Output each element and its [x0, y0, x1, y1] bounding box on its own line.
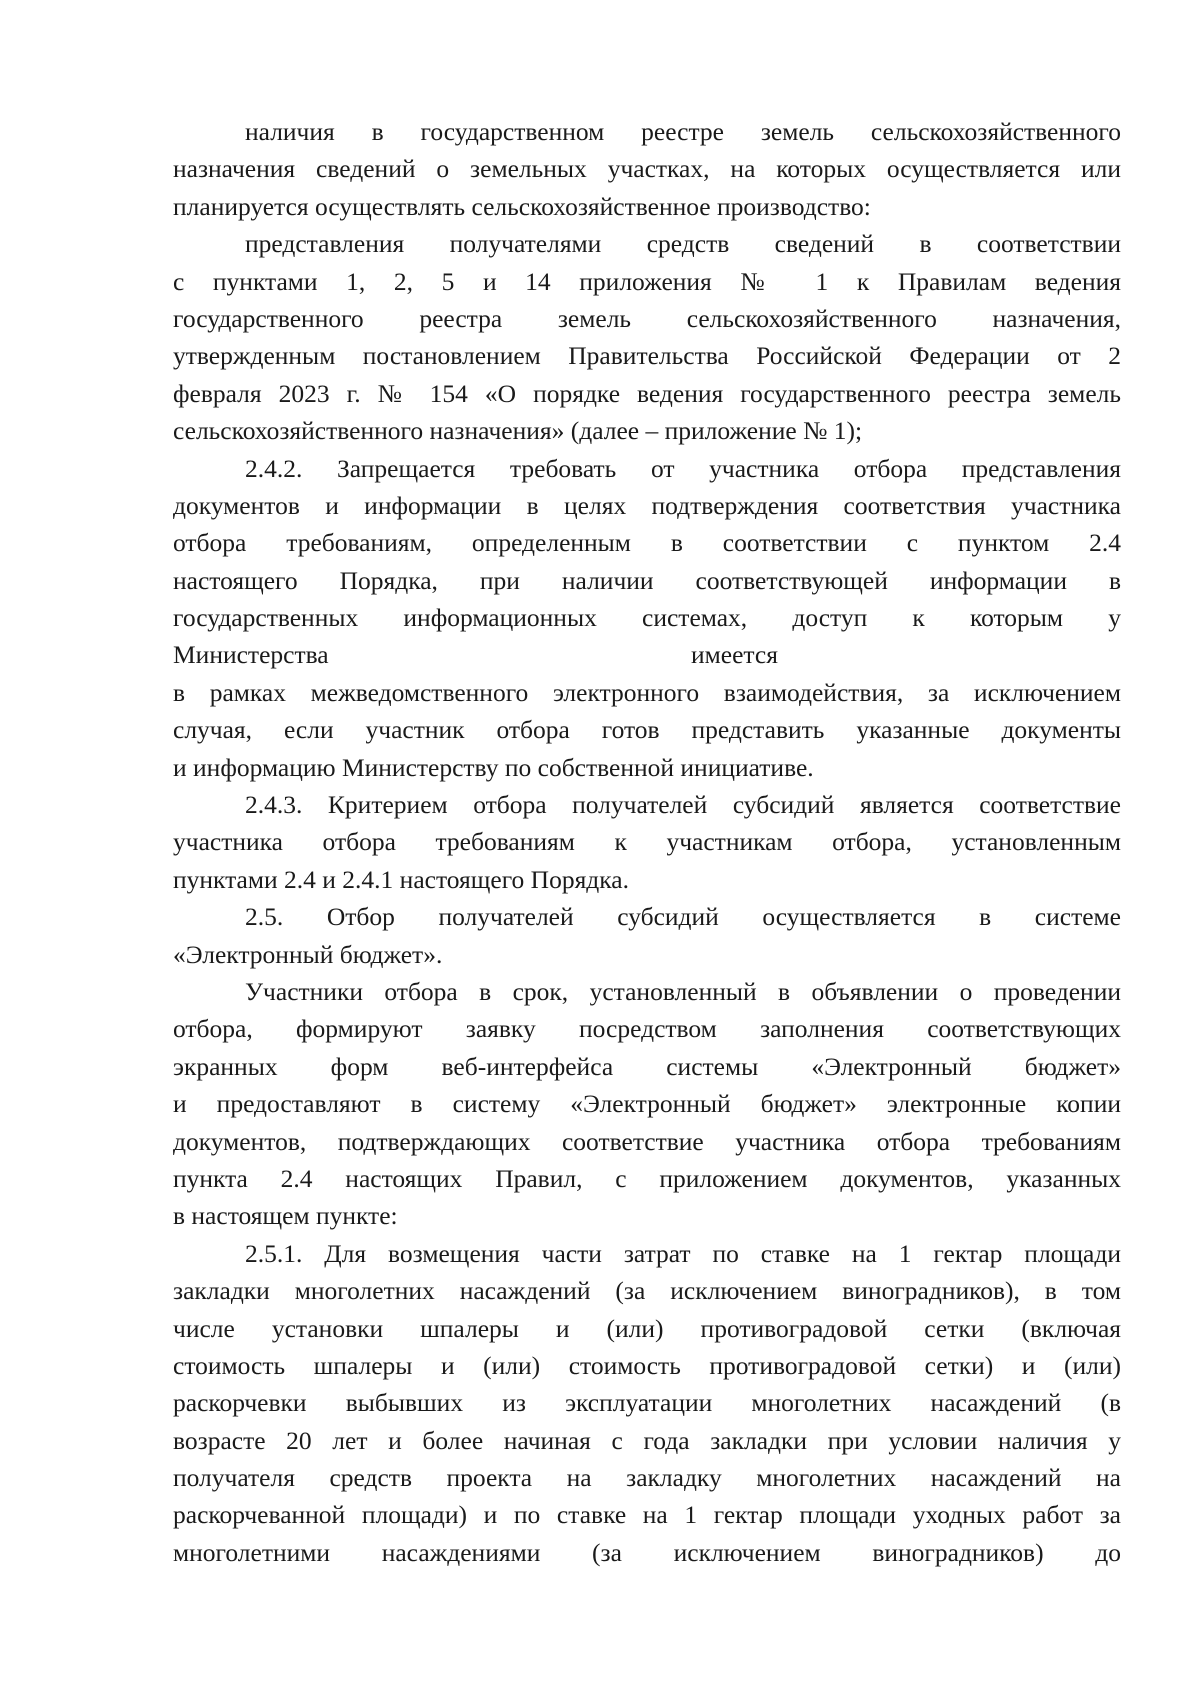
text-line: наличия в государственном реестре земель сельскохозяйственного [245, 117, 1121, 146]
text-line: 2.4.2. Запрещается требовать от участника отбора представления [245, 453, 1121, 483]
text-line: раскорчеванной площади) и по ставке на 1 гектар площади уходных работ за [173, 1500, 1121, 1530]
text-line: документов и информации в целях подтверждения соответствия участника [173, 490, 1121, 520]
text-line: назначения сведений о земельных участках, на которых осуществляется или [173, 154, 1121, 184]
text-line: «Электронный бюджет». [173, 939, 443, 969]
document-body [173, 113, 1121, 1571]
text-line: февраля 2023 г. № 154 «О порядке ведения государственного реестра земель [173, 378, 1121, 408]
text-line: настоящего Порядка, при наличии соответствующей информации в [173, 565, 1121, 595]
text-line: представления получателями средств сведений в соответствии [245, 229, 1121, 259]
text-line: государственного реестра земель сельскохозяйственного назначения, [173, 303, 1121, 333]
text-line: случая, если участник отбора готов представить указанные документы [173, 715, 1121, 745]
text-line: документов, подтверждающих соответствие участника отбора требованиям [173, 1126, 1121, 1156]
text-line: в настоящем пункте: [173, 1201, 398, 1231]
text-line: пунктами 2.4 и 2.4.1 настоящего Порядка. [173, 864, 629, 894]
text-line: планируется осуществлять сельскохозяйственное производство: [173, 191, 871, 221]
text-line: Участники отбора в срок, установленный в объявлении о проведении [245, 976, 1121, 1006]
text-line: участника отбора требованиям к участникам отбора, установленным [173, 827, 1121, 857]
text-line: с пунктами 1, 2, 5 и 14 приложения № 1 к Правилам ведения [173, 266, 1121, 296]
text-line: сельскохозяйственного назначения» (далее – приложение № 1); [173, 416, 863, 446]
text-line [173, 636, 1121, 673]
text-line: закладки многолетних насаждений (за исключением виноградников), в том [173, 1276, 1121, 1306]
text-line: получателя средств проекта на закладку многолетних насаждений на [173, 1463, 1121, 1493]
text-line: государственных информационных системах, доступ к которым у [173, 603, 1121, 633]
text-line: в рамках межведомственного электронного взаимодействия, за исключением [173, 677, 1121, 707]
text-line: 2.4.3. Критерием отбора получателей субсидий является соответствие [245, 790, 1121, 820]
text-line: пункта 2.4 настоящих Правил, с приложением документов, указанных [173, 1163, 1121, 1193]
text-line: и информацию Министерству по собственной инициативе. [173, 752, 814, 782]
text-line-part: Министерства [173, 640, 329, 670]
text-line: числе установки шпалеры и (или) противоградовой сетки (включая [173, 1313, 1121, 1343]
text-line: 2.5.1. Для возмещения части затрат по ставке на 1 гектар площади [245, 1238, 1121, 1268]
text-line: стоимость шпалеры и (или) стоимость противоградовой сетки) и (или) [173, 1350, 1121, 1380]
text-line: раскорчевки выбывших из эксплуатации многолетних насаждений (в [173, 1388, 1121, 1418]
text-line: 2.5. Отбор получателей субсидий осуществляется в системе [245, 902, 1121, 932]
text-line-part: имеется [691, 640, 778, 670]
text-line: отбора, формируют заявку посредством заполнения соответствующих [173, 1014, 1121, 1044]
text-line: утвержденным постановлением Правительства Российской Федерации от 2 [173, 341, 1121, 371]
text-line: многолетними насаждениями (за исключением виноградников) до [173, 1537, 1121, 1567]
text-line: и предоставляют в систему «Электронный бюджет» электронные копии [173, 1089, 1121, 1119]
text-line: экранных форм веб-интерфейса системы «Электронный бюджет» [173, 1051, 1121, 1081]
text-line: отбора требованиям, определенным в соответствии с пунктом 2.4 [173, 528, 1121, 558]
text-line: возрасте 20 лет и более начиная с года закладки при условии наличия у [173, 1425, 1121, 1455]
